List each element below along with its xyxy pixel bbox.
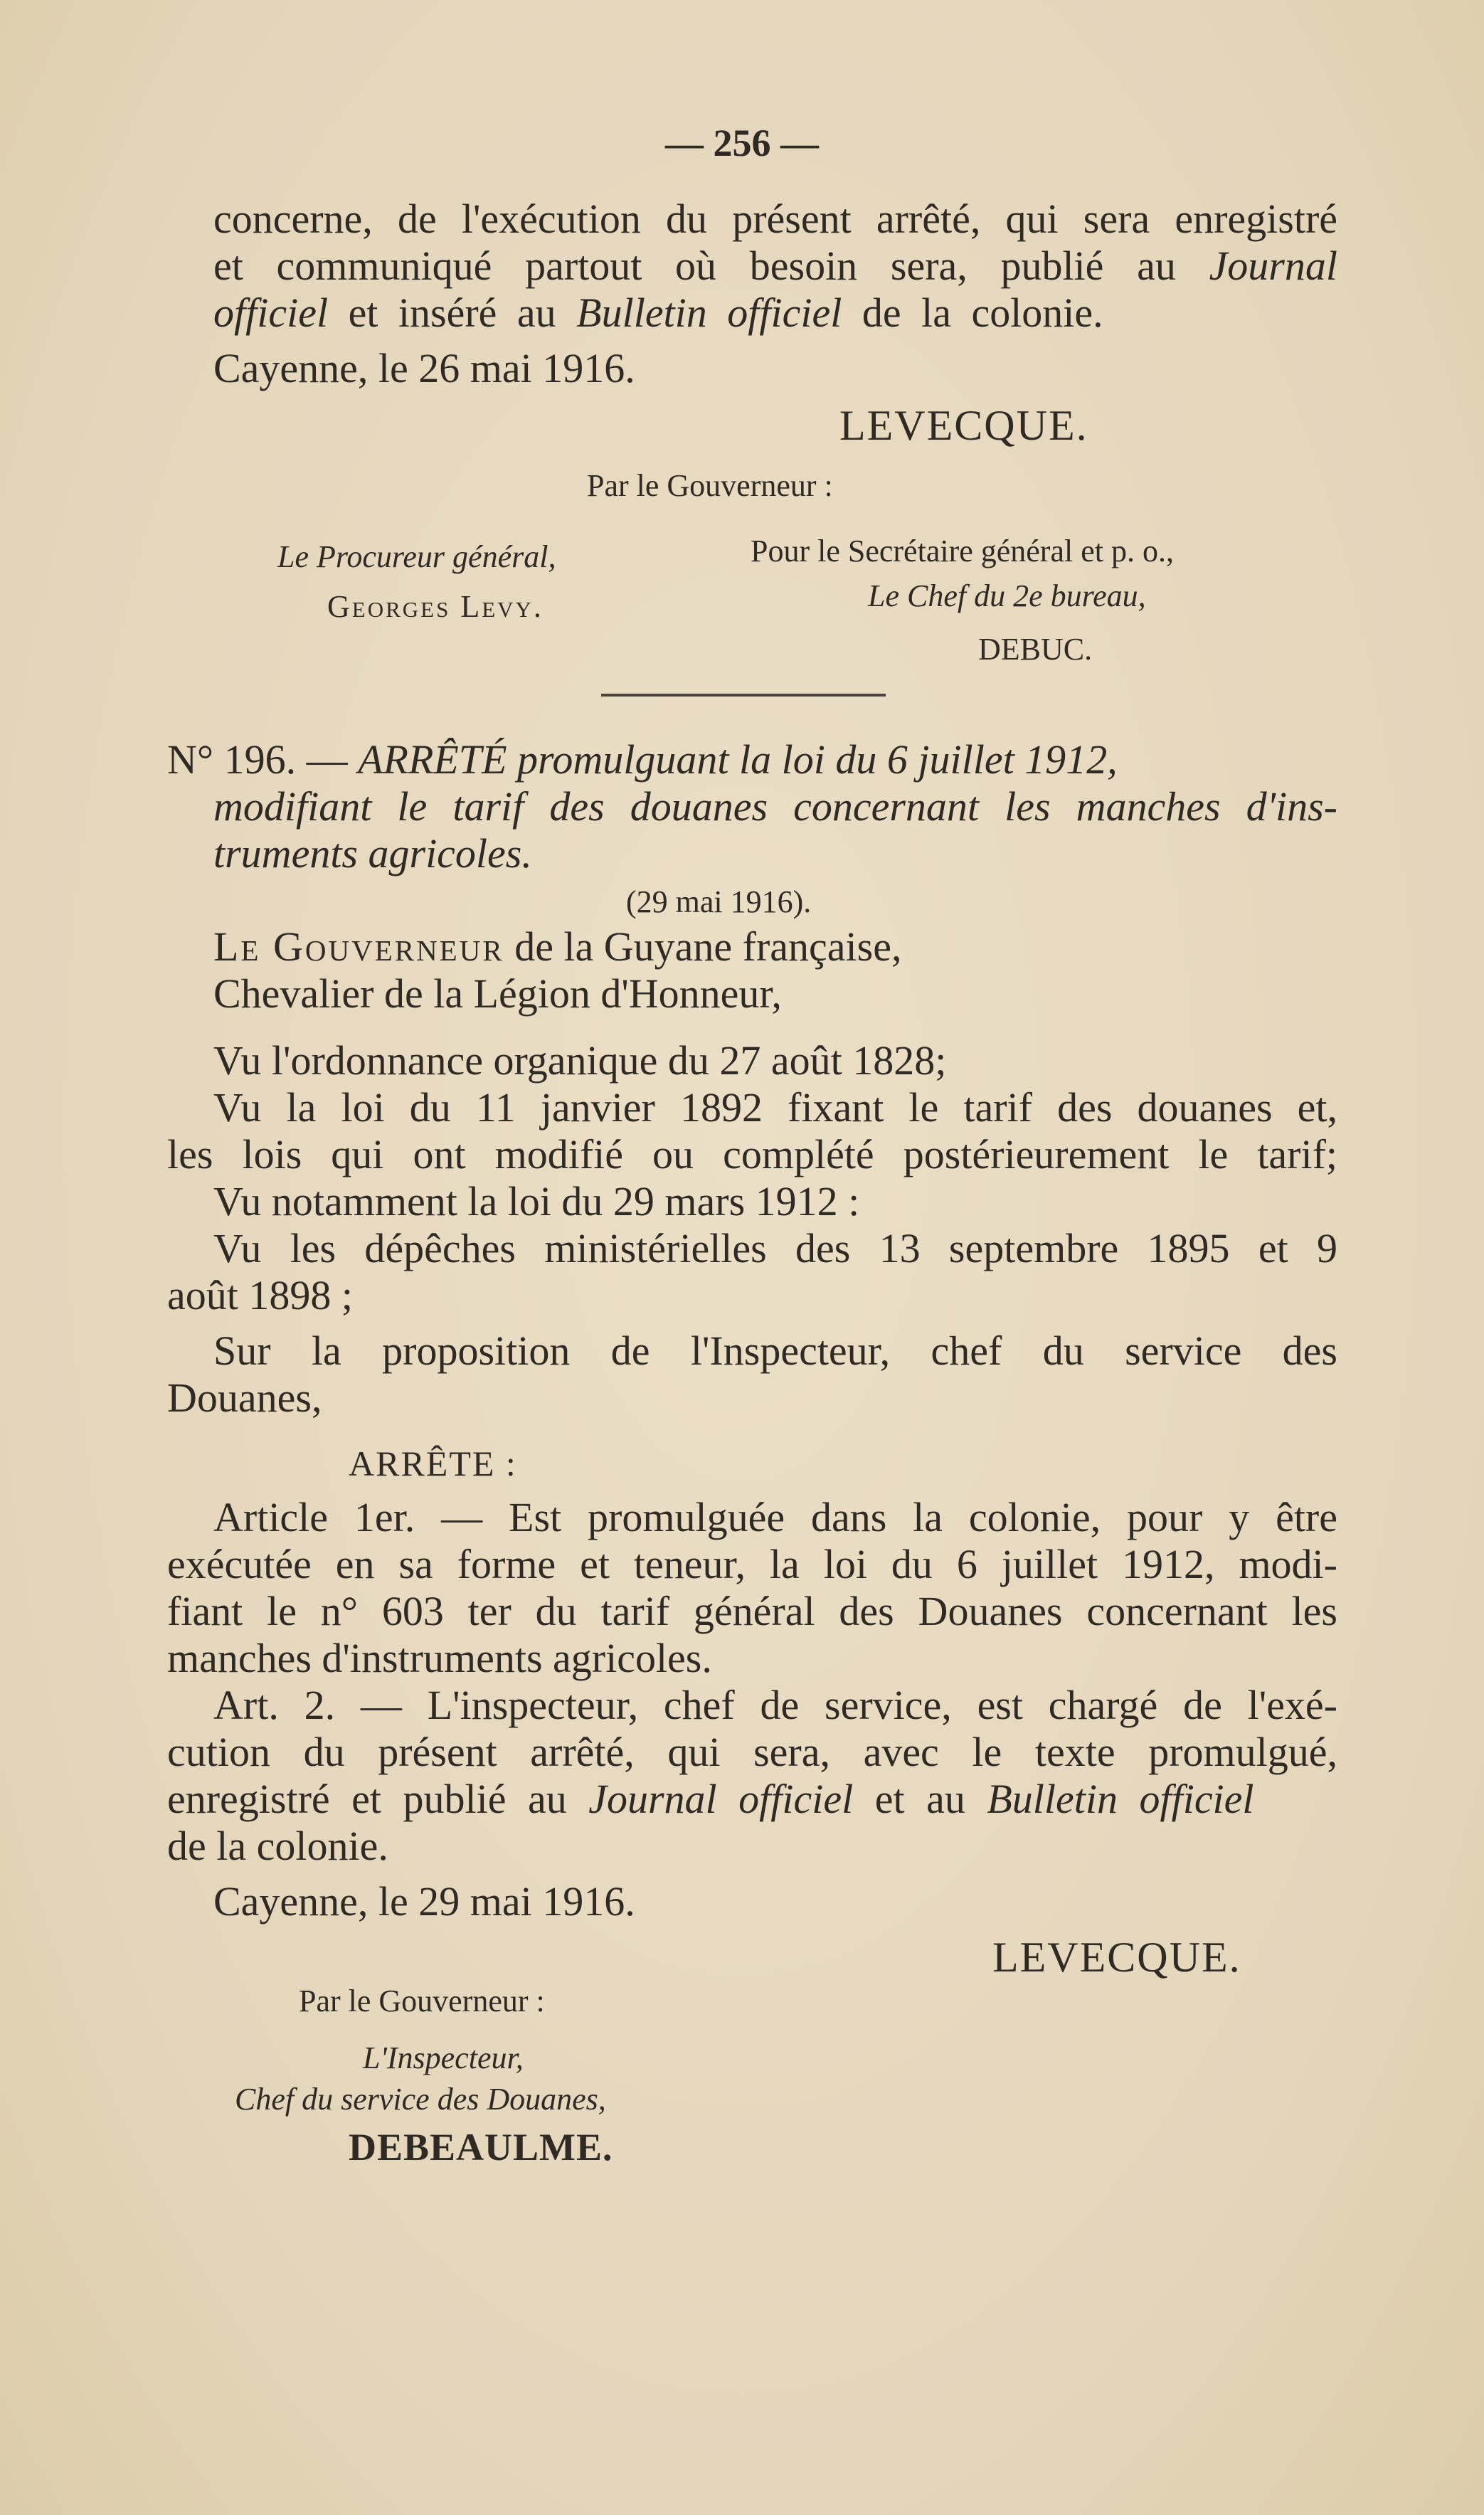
text-line: les lois qui ont modifié ou complété postérieurement le tarif; — [167, 1131, 1337, 1177]
text-line: Vu notamment la loi du 29 mars 1912 : — [213, 1178, 860, 1224]
text-span-italic: Journal officiel — [588, 1776, 854, 1822]
text-span: de la Guyane française, — [514, 923, 902, 970]
arrete-heading: ARRÊTE : — [349, 1444, 517, 1483]
text-span: enregistré et publié au — [167, 1776, 567, 1822]
text-line: Sur la proposition de l'Inspecteur, chef du service des — [213, 1328, 1337, 1374]
decree-number: N° 196. — — [167, 736, 348, 783]
text-line: cution du présent arrêté, qui sera, avec le texte promulgué, — [167, 1729, 1337, 1775]
text-line: Vu la loi du 11 janvier 1892 fixant le tarif des douanes et, — [213, 1084, 1337, 1131]
dateline: Cayenne, le 26 mai 1916. — [213, 345, 635, 391]
decree-title: truments agricoles. — [213, 830, 532, 877]
signatory-name: DEBUC. — [978, 632, 1093, 667]
decree-title: ARRÊTÉ promulguant la loi du 6 juillet 1912, — [358, 736, 1118, 783]
text-line: Art. 2. — L'inspecteur, chef de service, est chargé de l'exé- — [213, 1682, 1337, 1728]
text-span-italic: officiel — [213, 290, 329, 336]
text-line: Douanes, — [167, 1375, 322, 1421]
signatory-title: L'Inspecteur, — [363, 2040, 524, 2075]
text-line — [213, 290, 1337, 337]
signature: LEVECQUE. — [992, 1934, 1241, 1981]
decree-heading — [167, 736, 1341, 783]
text-span: et communiqué partout où besoin sera, publié au — [213, 243, 1176, 289]
signatory-line: Par le Gouverneur : — [299, 1984, 545, 2018]
text-span-italic: Bulletin officiel — [987, 1776, 1254, 1822]
text-line: manches d'instruments agricoles. — [167, 1635, 712, 1681]
text-span: et au — [874, 1776, 965, 1822]
signatory-title: Chef du service des Douanes, — [235, 2082, 606, 2117]
text-line: Vu les dépêches ministérielles des 13 septembre 1895 et 9 — [213, 1225, 1337, 1271]
signatory-line: Par le Gouverneur : — [587, 468, 833, 503]
text-line: fiant le n° 603 ter du tarif général des Douanes concernant les — [167, 1588, 1337, 1634]
signatory-title: Pour le Secrétaire général et p. o., — [751, 534, 1174, 568]
text-line: Vu l'ordonnance organique du 27 août 1828; — [213, 1037, 947, 1084]
signature: DEBEAULME. — [349, 2126, 613, 2169]
text-line: Article 1er. — Est promulguée dans la colonie, pour y être — [213, 1494, 1337, 1540]
text-line: Chevalier de la Légion d'Honneur, — [213, 970, 782, 1017]
text-line: de la colonie. — [167, 1823, 388, 1869]
text-line — [167, 1776, 1337, 1823]
dateline: Cayenne, le 29 mai 1916. — [213, 1878, 635, 1924]
text-span-smallcaps: Le Gouverneur — [213, 923, 504, 970]
text-line — [213, 923, 1337, 970]
text-line: exécutée en sa forme et teneur, la loi du 6 juillet 1912, modi- — [167, 1541, 1337, 1587]
text-span-italic: Bulletin officiel — [576, 290, 842, 336]
text-span: de la colonie. — [862, 290, 1103, 336]
text-line: août 1898 ; — [167, 1272, 353, 1318]
signatory-name: Georges Levy. — [327, 589, 544, 624]
signatory-title: Le Procureur général, — [277, 539, 556, 574]
text-span: et inséré au — [348, 290, 556, 336]
decree-date: (29 mai 1916). — [626, 884, 812, 919]
section-divider — [601, 694, 886, 697]
signatory-title: Le Chef du 2e bureau, — [868, 578, 1146, 613]
text-span-italic: Journal — [1209, 243, 1337, 289]
text-line — [213, 243, 1337, 290]
signature: LEVECQUE. — [839, 402, 1088, 449]
text-line: concerne, de l'exécution du présent arrêté, qui sera enregistré — [213, 196, 1337, 242]
page-number: — 256 — — [665, 122, 819, 164]
decree-title: modifiant le tarif des douanes concernant les manches d'ins- — [213, 783, 1337, 830]
